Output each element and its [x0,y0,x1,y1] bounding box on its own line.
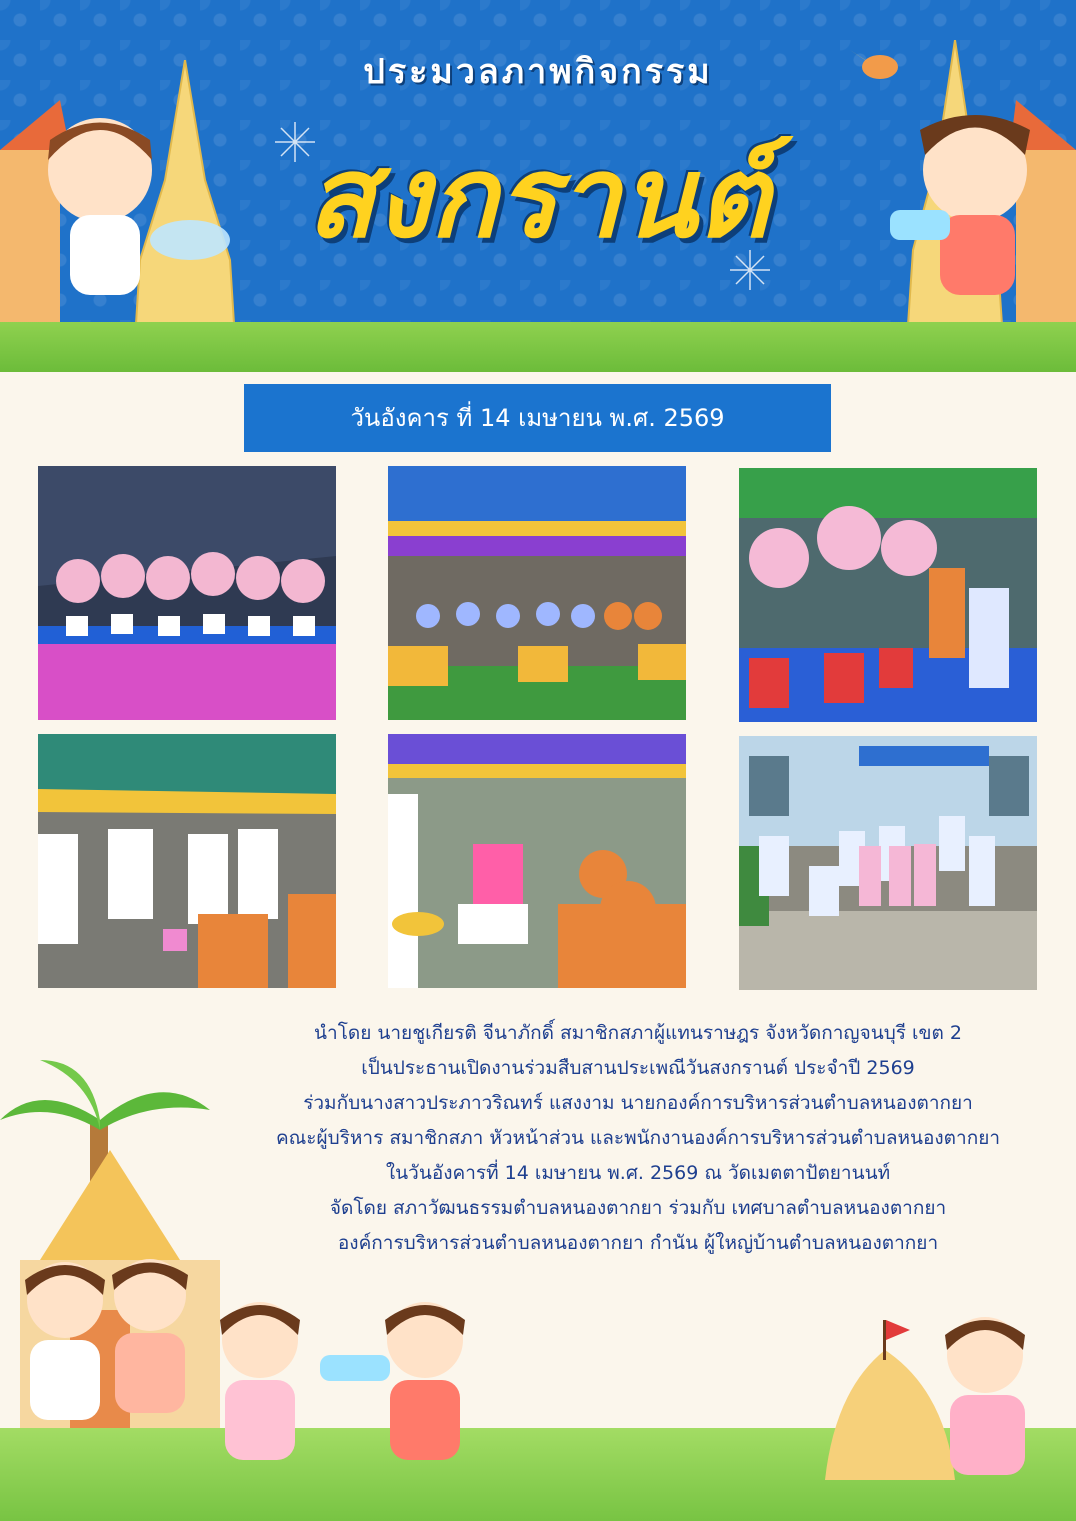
description-line-5: ในวันอังคารที่ 14 เมษายน พ.ศ. 2569 ณ วัดเมตตาปัตยานนท์ [385,1162,891,1184]
event-photo-2 [388,466,686,720]
event-photo-1 [38,466,336,720]
children-playing-illustration [10,1255,210,1455]
event-photo-5 [388,734,686,988]
description-line-3: ร่วมกับนางสาวประภาวริณทร์ แสงงาม นายกองค์การบริหารส่วนตำบลหนองตากยา [303,1092,973,1114]
description-line-4: คณะผู้บริหาร สมาชิกสภา หัวหน้าส่วน และพนักงานองค์การบริหารส่วนตำบลหนองตากยา [275,1127,1001,1149]
event-photo-3 [739,468,1037,722]
sand-pagoda-with-flag-illustration [815,1310,1055,1500]
event-photo-6 [739,736,1037,990]
description-line-2: เป็นประธานเปิดงานร่วมสืบสานประเพณีวันสงกรานต์ ประจำปี 2569 [361,1057,915,1079]
date-banner: วันอังคาร ที่ 14 เมษายน พ.ศ. 2569 [244,384,831,452]
header-title: สงกรานต์ [306,133,770,263]
header-banner [0,0,1076,372]
header-grass [0,322,1076,372]
event-photo-4 [38,734,336,988]
header-subtitle: ประมวลภาพกิจกรรม [363,52,713,92]
description-line-1: นำโดย นายชูเกียรติ จีนาภักดิ์ สมาชิกสภาผู้แทนราษฎร จังหวัดกาญจนบุรี เขต 2 [314,1022,962,1044]
description-line-7: องค์การบริหารส่วนตำบลหนองตากยา กำนัน ผู้ใหญ่บ้านตำบลหนองตากยา [337,1232,939,1254]
description-line-6: จัดโดย สภาวัฒนธรรมตำบลหนองตากยา ร่วมกับ เทศบาลตำบลหนองตากยา [329,1197,947,1219]
kids-with-water-gun-illustration [210,1295,510,1485]
event-description [200,1016,1076,1261]
